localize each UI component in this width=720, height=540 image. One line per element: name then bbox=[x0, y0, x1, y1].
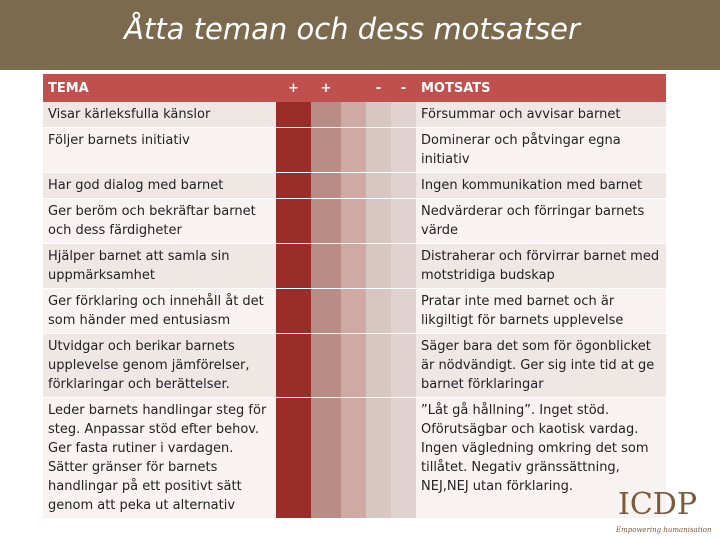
scale-cell bbox=[391, 173, 416, 199]
tema-cell: Ger beröm och bekräftar barnet och dess färdigheter bbox=[43, 199, 276, 244]
scale-cell bbox=[391, 398, 416, 519]
scale-cell bbox=[311, 289, 341, 334]
scale-cell bbox=[366, 244, 391, 289]
scale-cell bbox=[276, 289, 311, 334]
scale-cell bbox=[391, 102, 416, 128]
scale-cell bbox=[341, 102, 366, 128]
scale-cell bbox=[391, 199, 416, 244]
scale-cell bbox=[276, 173, 311, 199]
motsats-cell: ”Låt gå hållning”. Inget stöd. Oförutsägbar och kaotisk vardag. Ingen vägledning omkring det som tillåtet. Negativ gränssättning, NEJ,NEJ utan förklaring. bbox=[416, 398, 666, 519]
header-plus-1: + bbox=[276, 74, 311, 102]
scale-cell bbox=[341, 128, 366, 173]
title-banner bbox=[0, 0, 720, 70]
scale-cell bbox=[311, 199, 341, 244]
scale-cell bbox=[311, 334, 341, 398]
header-plus-2: + bbox=[311, 74, 341, 102]
scale-cell bbox=[311, 398, 341, 519]
table-row bbox=[43, 289, 666, 334]
scale-cell bbox=[366, 199, 391, 244]
motsats-cell: Nedvärderar och förringar barnets värde bbox=[416, 199, 666, 244]
themes-table bbox=[43, 74, 666, 519]
motsats-cell: Ingen kommunikation med barnet bbox=[416, 173, 666, 199]
table-row bbox=[43, 128, 666, 173]
scale-cell bbox=[276, 398, 311, 519]
tema-cell: Hjälper barnet att samla sin uppmärksamhet bbox=[43, 244, 276, 289]
scale-cell bbox=[341, 398, 366, 519]
tema-cell: Har god dialog med barnet bbox=[43, 173, 276, 199]
scale-cell bbox=[276, 244, 311, 289]
scale-cell bbox=[311, 244, 341, 289]
scale-cell bbox=[341, 244, 366, 289]
header-motsats: MOTSATS bbox=[416, 74, 666, 102]
scale-cell bbox=[366, 334, 391, 398]
motsats-cell: Dominerar och påtvingar egna initiativ bbox=[416, 128, 666, 173]
scale-cell bbox=[366, 398, 391, 519]
scale-cell bbox=[276, 199, 311, 244]
table-row bbox=[43, 199, 666, 244]
page-title: Åtta teman och dess motsatser bbox=[124, 12, 580, 46]
tema-cell: Utvidgar och berikar barnets upplevelse genom jämförelser, förklaringar och berättelser. bbox=[43, 334, 276, 398]
scale-cell bbox=[341, 173, 366, 199]
header-minus-1: - bbox=[366, 74, 391, 102]
header-blank bbox=[341, 74, 366, 102]
tema-cell: Ger förklaring och innehåll åt det som händer med entusiasm bbox=[43, 289, 276, 334]
scale-cell bbox=[276, 334, 311, 398]
scale-cell bbox=[276, 102, 311, 128]
scale-cell bbox=[366, 102, 391, 128]
motsats-cell: Försummar och avvisar barnet bbox=[416, 102, 666, 128]
scale-cell bbox=[366, 173, 391, 199]
tema-cell: Följer barnets initiativ bbox=[43, 128, 276, 173]
scale-cell bbox=[391, 128, 416, 173]
scale-cell bbox=[366, 128, 391, 173]
header-tema: TEMA bbox=[43, 74, 276, 102]
motsats-cell: Distraherar och förvirrar barnet med motstridiga budskap bbox=[416, 244, 666, 289]
table-header-row bbox=[43, 74, 666, 102]
scale-cell bbox=[341, 289, 366, 334]
scale-cell bbox=[391, 289, 416, 334]
motsats-cell: Säger bara det som för ögonblicket är nödvändigt. Ger sig inte tid at ge barnet förklaringar bbox=[416, 334, 666, 398]
scale-cell bbox=[311, 173, 341, 199]
header-minus-2: - bbox=[391, 74, 416, 102]
motsats-cell: Pratar inte med barnet och är likgiltigt för barnets upplevelse bbox=[416, 289, 666, 334]
scale-cell bbox=[391, 334, 416, 398]
scale-cell bbox=[366, 289, 391, 334]
scale-cell bbox=[311, 102, 341, 128]
scale-cell bbox=[276, 128, 311, 173]
table-row bbox=[43, 102, 666, 128]
tema-cell: Visar kärleksfulla känslor bbox=[43, 102, 276, 128]
scale-cell bbox=[311, 128, 341, 173]
scale-cell bbox=[341, 199, 366, 244]
icdp-logo bbox=[612, 478, 712, 538]
table-row bbox=[43, 398, 666, 519]
logo-text: ICDP bbox=[618, 487, 698, 522]
table-row bbox=[43, 173, 666, 199]
scale-cell bbox=[341, 334, 366, 398]
scale-cell bbox=[391, 244, 416, 289]
table-row bbox=[43, 334, 666, 398]
tema-cell: Leder barnets handlingar steg för steg. Anpassar stöd efter behov. Ger fasta rutiner i vardagen. Sätter gränser för barnets handlingar på ett positivt sätt genom att peka ut alternativ bbox=[43, 398, 276, 519]
table-row bbox=[43, 244, 666, 289]
logo-tagline: Empowering humanisation bbox=[616, 526, 712, 534]
